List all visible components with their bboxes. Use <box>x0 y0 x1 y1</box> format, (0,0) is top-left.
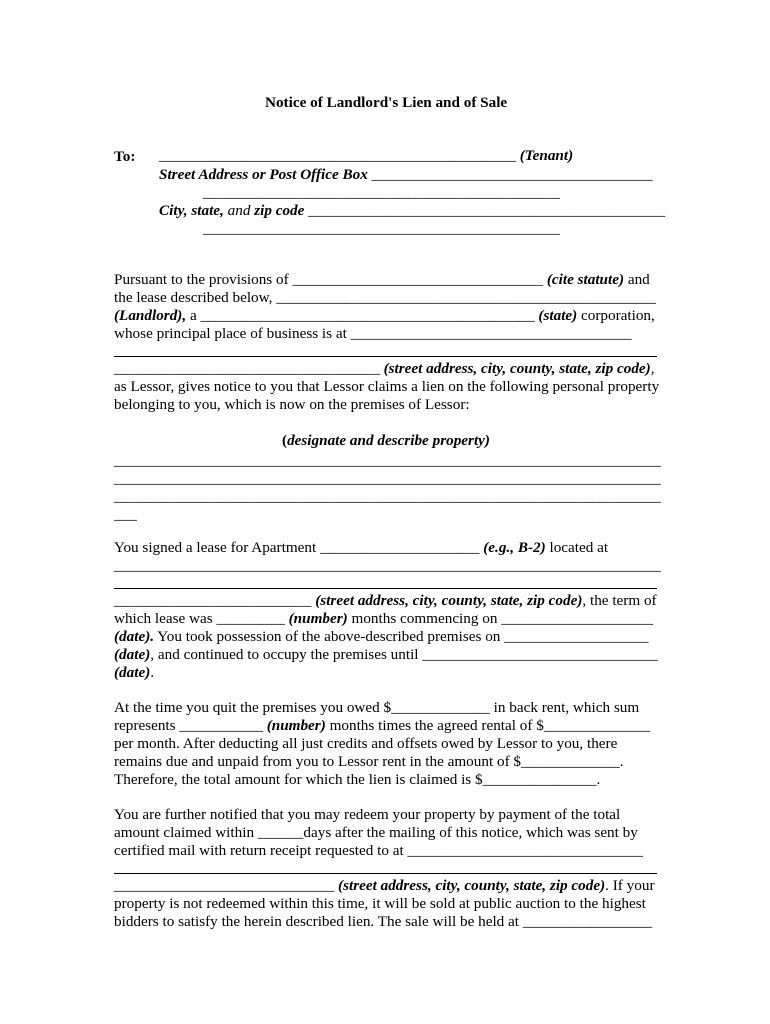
p4-line-2: amount claimed within ______days after the mailing of this notice, which was sent by <box>114 824 638 841</box>
street-line <box>159 166 653 184</box>
p1-l3b: a ____________________________________________ <box>186 307 539 324</box>
p3-line-3: per month. After deducting all just credits and offsets owed by Lessor to you, there <box>114 735 618 752</box>
p2-line-6 <box>114 628 648 646</box>
p1-l6b: (street address, city, county, state, zip code) <box>383 360 651 377</box>
p1-l6a: ___________________________________ <box>114 360 384 377</box>
p3-line-5: Therefore, the total amount for which the lien is claimed is $_______________. <box>114 771 601 788</box>
tenant-line <box>159 147 573 165</box>
p2-l1c: located at <box>545 539 609 556</box>
tenant-tag: (Tenant) <box>519 147 574 164</box>
designate-heading <box>282 432 490 450</box>
p1-line-8: belonging to you, which is now on the premises of Lessor: <box>114 396 470 413</box>
p1-line-1 <box>114 271 650 289</box>
p3-l2c: months times the agreed rental of $______________ <box>325 717 651 734</box>
p2-l1b: (e.g., B-2) <box>483 539 546 556</box>
p2-l6a: (date). <box>114 628 155 645</box>
p2-line-1 <box>114 539 608 557</box>
p4-line-5 <box>114 877 655 895</box>
p1-l1b: (cite statute) <box>546 271 625 288</box>
p1-l3c: (state) <box>538 307 578 324</box>
city-label-c: zip code <box>254 202 305 219</box>
p2-l5a: which lease was _________ <box>114 610 289 627</box>
p2-line-7 <box>114 646 658 664</box>
p2-l4b: (street address, city, county, state, zip code) <box>315 592 583 609</box>
p4-full-rule <box>114 873 657 874</box>
street-label: Street Address or Post Office Box <box>159 166 368 183</box>
p1-line-6 <box>114 360 655 378</box>
city-blank: _______________________________________________ <box>304 202 666 219</box>
p3-line-4: remains due and unpaid from you to Lessor rent in the amount of $_____________. <box>114 753 624 770</box>
to-label: To: <box>114 148 136 165</box>
p1-l1c: and <box>624 271 650 288</box>
p2-l6b: You took possession of the above-described premises on ___________________ <box>154 628 649 645</box>
designate-line-2: ________________________________________________________________________ <box>114 470 661 487</box>
p2-l8a: (date) <box>114 664 151 681</box>
p2-l7a: (date) <box>114 646 151 663</box>
city-line-2: _______________________________________________ <box>203 220 560 237</box>
street-line-2: _______________________________________________ <box>203 184 560 201</box>
p1-full-rule <box>114 356 657 357</box>
p1-l3a: (Landlord), <box>114 307 187 324</box>
p3-l2b: (number) <box>266 717 326 734</box>
p1-line-3 <box>114 307 655 325</box>
p4-l5c: . If your <box>605 877 655 894</box>
p2-l4a: __________________________ <box>114 592 316 609</box>
p4-line-6: property is not redeemed within this time, it will be sold at public auction to the highest <box>114 895 646 912</box>
p2-l5b: (number) <box>288 610 348 627</box>
p2-l1a: You signed a lease for Apartment _____________________ <box>114 539 484 556</box>
p4-l5b: (street address, city, county, state, zip code) <box>338 877 606 894</box>
p4-l5a: _____________________________ <box>114 877 339 894</box>
designate-paren: ( <box>282 432 288 449</box>
city-label-b: and <box>223 202 255 219</box>
designate-text: designate and describe property) <box>287 432 490 449</box>
designate-line-4: ___ <box>114 506 137 523</box>
designate-line-1: ________________________________________________________________________ <box>114 452 661 469</box>
p1-l1a: Pursuant to the provisions of _________________________________ <box>114 271 547 288</box>
p1-l3d: corporation, <box>577 307 655 324</box>
p4-line-7: bidders to satisfy the herein described lien. The sale will be held at _________________ <box>114 913 652 930</box>
p2-l5c: months commencing on ____________________ <box>347 610 654 627</box>
street-blank: _____________________________________ <box>367 166 653 183</box>
p2-full-rule <box>114 588 657 589</box>
p2-line-8 <box>114 664 154 682</box>
p1-line-7: as Lessor, gives notice to you that Lessor claims a lien on the following personal property <box>114 378 660 395</box>
p4-line-3: certified mail with return receipt requested to at _______________________________ <box>114 842 643 859</box>
p2-l8b: . <box>150 664 155 681</box>
p2-line-4 <box>114 592 657 610</box>
p3-line-1: At the time you quit the premises you owed $_____________ in back rent, which sum <box>114 699 640 716</box>
p1-l6c: , <box>650 360 655 377</box>
p1-line-4: whose principal place of business is at _____________________________________ <box>114 325 632 342</box>
p2-l7b: , and continued to occupy the premises until _______________________________ <box>150 646 658 663</box>
p4-line-1: You are further notified that you may redeem your property by payment of the total <box>114 806 621 823</box>
p2-line-2: ________________________________________________________________________ <box>114 557 661 574</box>
city-label-a: City, state, <box>159 202 224 219</box>
p2-l4c: , the term of <box>582 592 657 609</box>
document-title: Notice of Landlord's Lien and of Sale <box>265 94 508 111</box>
designate-line-3: ________________________________________________________________________ <box>114 488 661 505</box>
p2-line-5 <box>114 610 653 628</box>
p3-line-2 <box>114 717 650 735</box>
city-line <box>159 202 665 220</box>
p3-l2a: represents ___________ <box>114 717 267 734</box>
tenant-blank: _______________________________________________ <box>159 147 520 164</box>
p1-line-2: the lease described below, __________________________________________________ <box>114 289 656 306</box>
